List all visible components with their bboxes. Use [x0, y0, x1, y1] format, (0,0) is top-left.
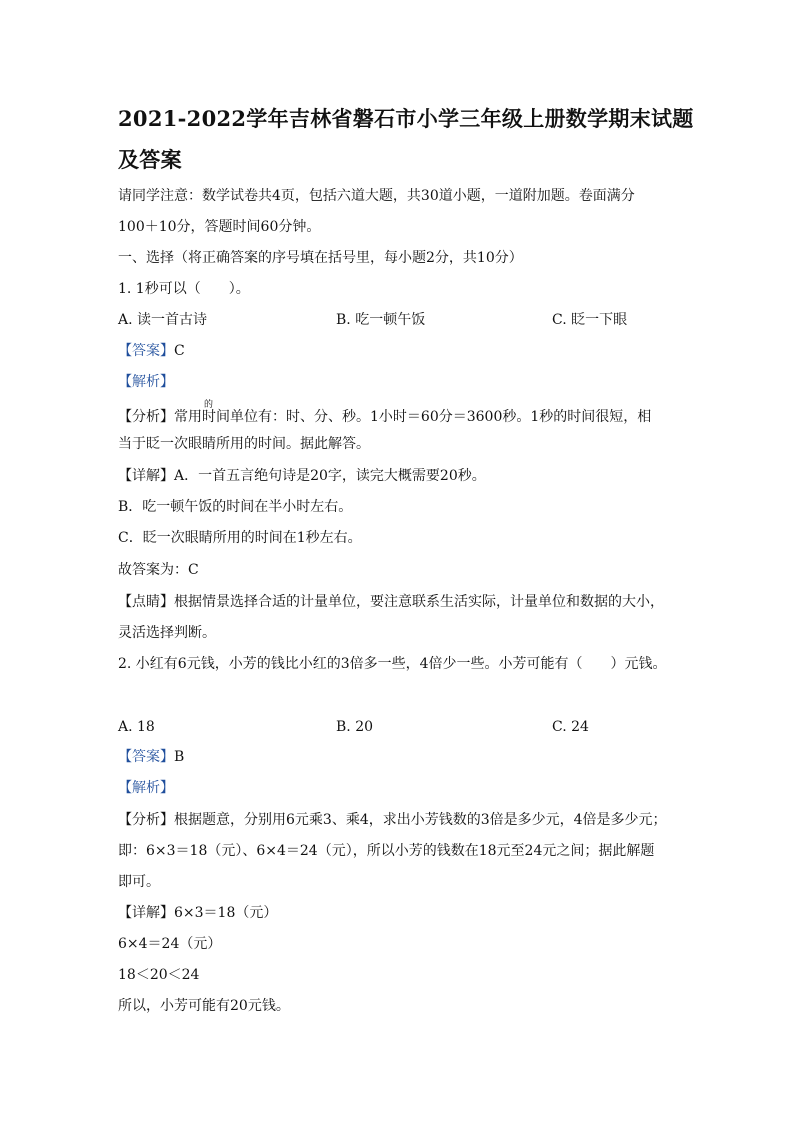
- q2-xiangjie-text-1: 6×3＝18（元）: [174, 905, 278, 921]
- section-heading-choice: 一、选择（将正确答案的序号填在括号里，每小题2分，共10分）: [118, 250, 523, 266]
- q1-xiangjie-tag: 【详解】: [118, 468, 174, 484]
- q1-dianjing-text-1: 根据情景选择合适的计量单位，要注意联系生活实际，计量单位和数据的大小，: [174, 594, 664, 610]
- q1-answer: [118, 341, 185, 361]
- q1-option-c: C. 眨一下眼: [552, 312, 628, 328]
- q2-option-b: B. 20: [336, 719, 374, 735]
- q2-answer-tag: 【答案】: [118, 749, 174, 765]
- q1-fenxi-tag: 【分析】: [118, 409, 174, 425]
- q2-fenxi-tag: 【分析】: [118, 812, 174, 828]
- q1-analysis-tag: 【解析】: [118, 374, 174, 390]
- q1-xiangjie-line-3: C．眨一次眼睛所用的时间在1秒左右。: [118, 530, 362, 546]
- q1-analysis-heading: [118, 372, 174, 392]
- q1-fenxi-text-b: 时间单位有：时、分、秒。1小时＝60分＝3600秒。1秒的时间很短，相: [202, 409, 652, 425]
- q1-dianjing-tag: 【点睛】: [118, 594, 174, 610]
- q1-fenxi-superscript: 的: [204, 400, 214, 410]
- notice-line-1: 请同学注意：数学试卷共4页，包括六道大题，共30道小题，一道附加题。卷面满分: [118, 188, 635, 204]
- document-title-line-2: 及答案: [118, 147, 182, 172]
- q2-fenxi-line-2: 即：6×3＝18（元）、6×4＝24（元），所以小芳的钱数在18元至24元之间；据此解题: [118, 843, 655, 859]
- q2-stem: 2. 小红有6元钱，小芳的钱比小红的3倍多一些，4倍少一些。小芳可能有（ ）元钱。: [118, 656, 667, 672]
- q1-option-a: A. 读一首古诗: [118, 312, 208, 328]
- q2-answer-value: B: [174, 749, 185, 765]
- q1-fenxi-line-2: 当于眨一次眼睛所用的时间。据此解答。: [118, 436, 370, 452]
- q1-dianjing-line-1: [118, 592, 664, 612]
- q2-fenxi-line-3: 即可。: [118, 874, 160, 890]
- q1-xiangjie-line-2: B．吃一顿午饭的时间在半小时左右。: [118, 499, 353, 515]
- q2-analysis-tag: 【解析】: [118, 780, 174, 796]
- q1-xiangjie-text-1: A．一首五言绝句诗是20字，读完大概需要20秒。: [174, 468, 486, 484]
- q1-answer-tag: 【答案】: [118, 343, 174, 359]
- q2-xiangjie-line-2: 6×4＝24（元）: [118, 936, 222, 952]
- q2-analysis-heading: [118, 778, 174, 798]
- q1-xiangjie-line-1: [118, 466, 486, 486]
- q1-stem: 1. 1秒可以（ ）。: [118, 281, 250, 297]
- q1-option-b: B. 吃一顿午饭: [336, 312, 426, 328]
- notice-line-2: 100＋10分，答题时间60分钟。: [118, 219, 321, 235]
- q2-xiangjie-line-3: 18＜20＜24: [118, 967, 200, 983]
- q1-answer-value: C: [174, 343, 185, 359]
- q2-fenxi-text-1: 根据题意，分别用6元乘3、乘4，求出小芳钱数的3倍是多少元，4倍是多少元；: [174, 812, 667, 828]
- q2-option-c: C. 24: [552, 719, 589, 735]
- q2-fenxi-line-1: [118, 810, 667, 830]
- q1-dianjing-line-2: 灵活选择判断。: [118, 625, 216, 641]
- q1-fenxi-line-1: [118, 407, 651, 427]
- document-title-line-1: 2021-2022学年吉林省磐石市小学三年级上册数学期末试题: [118, 106, 694, 131]
- q2-option-a: A. 18: [118, 719, 155, 735]
- q1-final-answer: 故答案为：C: [118, 562, 199, 578]
- q2-xiangjie-line-1: [118, 903, 277, 923]
- q2-xiangjie-tag: 【详解】: [118, 905, 174, 921]
- q1-fenxi-text-a: 常用: [174, 409, 202, 425]
- q2-xiangjie-line-4: 所以，小芳可能有20元钱。: [118, 998, 290, 1014]
- q2-answer: [118, 747, 184, 767]
